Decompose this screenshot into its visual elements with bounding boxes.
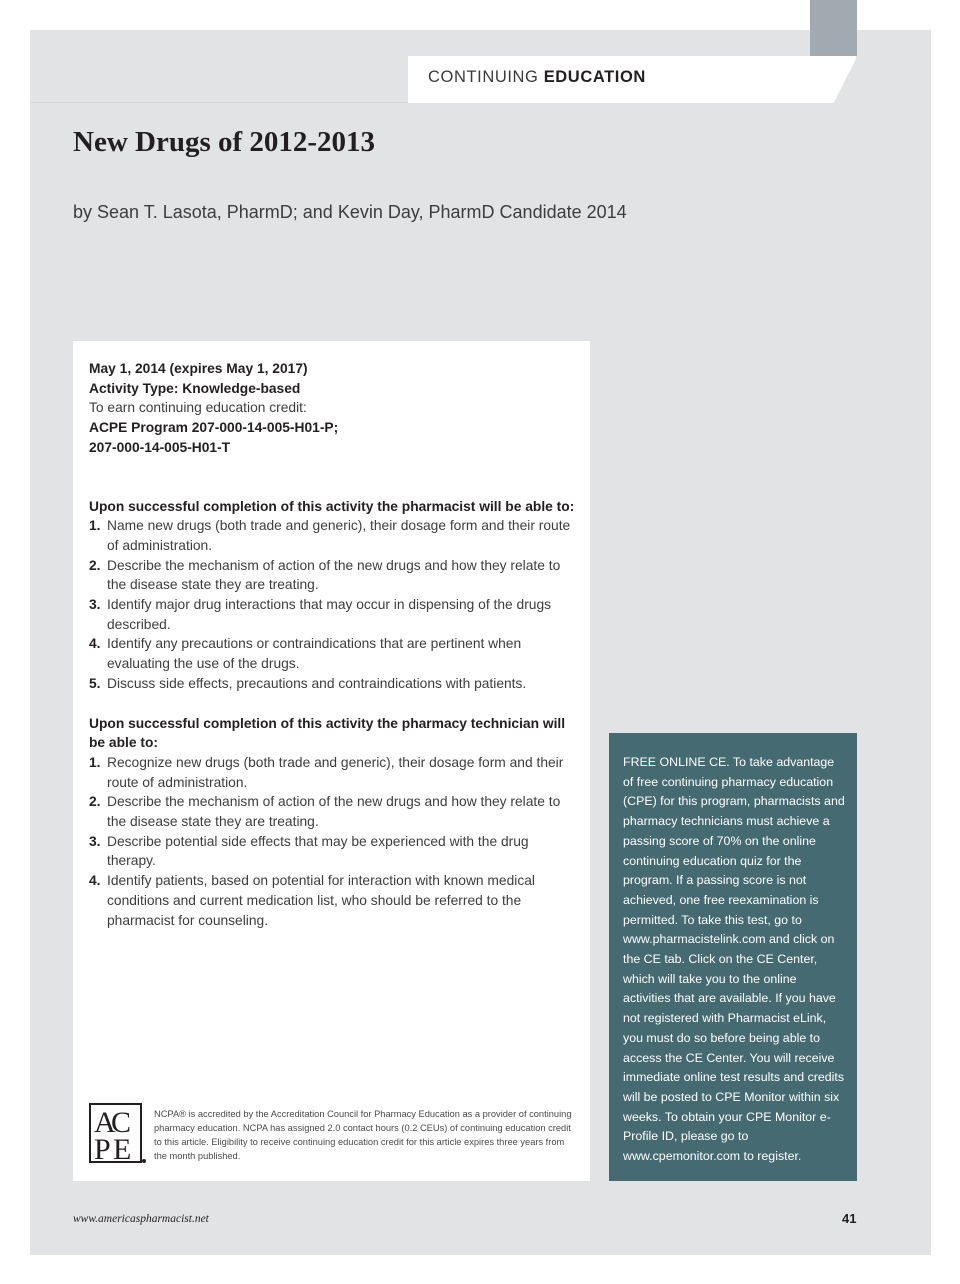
accreditation-note: NCPA® is accredited by the Accreditation Council for Pharmacy Education as a provider of continuing pharmacy education. NCPA has assigned 2.0 contact hours (0.2 CEUs) of continuing education credit to this article. Eligibility to receive continuing education credit for this article expires three years from the month published. <box>154 1109 572 1161</box>
section-label-light: CONTINUING <box>428 68 544 86</box>
list-item-text: Discuss side effects, precautions and contraindications with patients. <box>107 675 527 691</box>
list-item <box>89 753 579 792</box>
section-label <box>428 68 646 87</box>
section-label-bold: EDUCATION <box>543 68 646 86</box>
list-item <box>89 634 579 673</box>
ce-program-line-1: ACPE Program 207-000-14-005-H01-P; <box>89 420 339 436</box>
pharmacist-objectives-heading: Upon successful completion of this activity the pharmacist will be able to: <box>89 498 575 514</box>
ce-program-line-2: 207-000-14-005-H01-T <box>89 439 231 455</box>
technician-objectives-list <box>89 753 579 930</box>
list-item-number: 4. <box>89 636 101 652</box>
list-item <box>89 832 579 871</box>
ce-earn-text: To earn continuing education credit: <box>89 400 307 416</box>
ce-date-line: May 1, 2014 (expires May 1, 2017) <box>89 361 308 376</box>
list-item-number: 4. <box>89 873 101 889</box>
list-item-text: Describe the mechanism of action of the new drugs and how they relate to the disease state they are treating. <box>107 794 561 830</box>
list-item-text: Identify major drug interactions that may occur in dispensing of the drugs described. <box>107 597 552 632</box>
list-item-text: Identify any precautions or contraindications that are pertinent when evaluating the use of the drugs. <box>107 636 522 672</box>
list-item-number: 1. <box>89 754 101 770</box>
list-item-text: Recognize new drugs (both trade and generic), their dosage form and their route of administration. <box>107 754 564 790</box>
list-item <box>89 674 579 694</box>
list-item-number: 3. <box>89 597 101 613</box>
ce-info-content <box>89 359 579 930</box>
svg-text:A: A <box>94 1106 116 1139</box>
list-item <box>89 516 579 555</box>
pharmacist-objectives-list <box>89 516 579 693</box>
svg-text:P: P <box>94 1133 111 1164</box>
list-item-number: 2. <box>89 557 101 573</box>
page-number: 41 <box>842 1211 857 1226</box>
svg-text:C: C <box>111 1106 132 1139</box>
list-item <box>89 595 579 634</box>
list-item-text: Identify patients, based on potential for interaction with known medical conditions and current medication list, who should be referred to the pharmacist for counseling. <box>107 873 535 928</box>
list-item-text: Describe the mechanism of action of the new drugs and how they relate to the disease state they are treating. <box>107 557 561 593</box>
list-item-number: 2. <box>89 794 101 810</box>
ce-activity-type: Activity Type: Knowledge-based <box>89 380 301 396</box>
article-byline: by Sean T. Lasota, PharmD; and Kevin Day, PharmD Candidate 2014 <box>73 202 627 222</box>
list-item-number: 1. <box>89 518 101 534</box>
ce-info-box <box>73 341 590 1181</box>
article-title: New Drugs of 2012-2013 <box>73 126 376 158</box>
list-item-number: 5. <box>89 675 101 691</box>
list-item <box>89 871 579 930</box>
svg-text:E: E <box>113 1133 132 1164</box>
list-item-text: Name new drugs (both trade and generic), their dosage form and their route of administration. <box>107 518 571 553</box>
list-item <box>89 792 579 831</box>
free-online-ce-text: FREE ONLINE CE. To take advantage of free continuing pharmacy education (CPE) for this program, pharmacists and pharmacy technicians must achieve a passing score of 70% on the online continuing education quiz for the program. If a passing score is not achieved, one free reexamination is permitted. To take this test, go to www.pharmacistelink.com and click on the CE tab. Click on the CE Center, which will take you to the online activities that are available. If you have not registered with Pharmacist eLink, you must do so before being able to access the CE Center. You will receive immediate online test results and credits will be posted to CPE Monitor within six weeks. To obtain your CPE Monitor e-Profile ID, please go to www.cpemonitor.com to register. <box>623 755 845 1164</box>
technician-objectives-heading: Upon successful completion of this activity the pharmacy technician will be able to: <box>89 715 566 751</box>
list-item <box>89 556 579 595</box>
footer-url: www.americaspharmacist.net <box>73 1213 209 1225</box>
corner-tab <box>810 0 857 56</box>
free-online-ce-box <box>609 733 857 1181</box>
list-item-text: Describe potential side effects that may be experienced with the drug therapy. <box>107 833 529 869</box>
acpe-logo <box>89 1103 147 1164</box>
list-item-number: 3. <box>89 833 101 849</box>
header-rule <box>30 102 408 103</box>
